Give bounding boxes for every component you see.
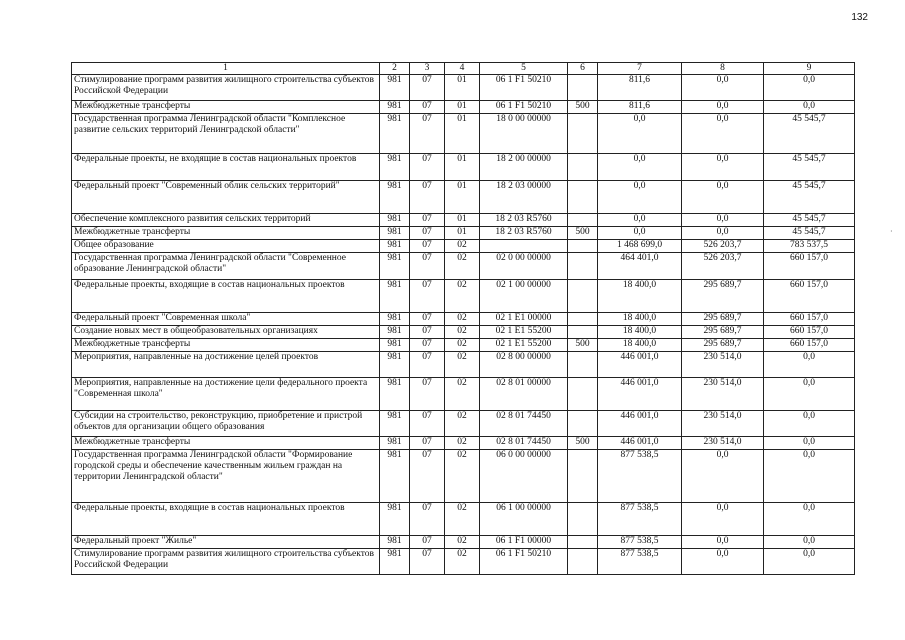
row-name: Государственная программа Ленинградской области "Формирование городской среды и обеспечение качественным жильем граждан на территории Ленинградской области"	[72, 450, 380, 503]
table-row	[72, 280, 855, 313]
row-code-section: 07	[410, 536, 445, 549]
row-amount-3: 45 545,7	[764, 214, 855, 227]
row-code-admin: 981	[380, 240, 410, 253]
row-code-expense-type: 500	[568, 437, 598, 450]
row-name: Создание новых мест в общеобразовательных организациях	[72, 326, 380, 339]
row-code-section: 07	[410, 503, 445, 536]
table-row	[72, 227, 855, 240]
row-code-section: 07	[410, 181, 445, 214]
row-amount-1: 18 400,0	[598, 339, 682, 352]
table-row	[72, 114, 855, 154]
row-code-admin: 981	[380, 227, 410, 240]
row-code-expense-type	[568, 549, 598, 575]
column-header: 6	[568, 63, 598, 75]
row-name: Федеральный проект "Современная школа"	[72, 313, 380, 326]
row-amount-2: 0,0	[682, 114, 764, 154]
row-amount-2: 295 689,7	[682, 339, 764, 352]
row-code-target: 18 2 00 00000	[480, 154, 568, 181]
row-name: Межбюджетные трансферты	[72, 437, 380, 450]
row-code-section: 07	[410, 437, 445, 450]
column-header: 3	[410, 63, 445, 75]
row-code-target: 06 1 F1 50210	[480, 101, 568, 114]
row-code-section: 07	[410, 549, 445, 575]
row-code-section: 07	[410, 339, 445, 352]
row-code-section: 07	[410, 378, 445, 411]
row-amount-3: 0,0	[764, 411, 855, 437]
row-code-subsection: 01	[445, 75, 480, 101]
row-code-target: 02 8 01 74450	[480, 411, 568, 437]
row-code-admin: 981	[380, 378, 410, 411]
row-code-target: 02 8 01 74450	[480, 437, 568, 450]
row-code-expense-type	[568, 240, 598, 253]
row-code-admin: 981	[380, 101, 410, 114]
row-code-section: 07	[410, 280, 445, 313]
row-code-subsection: 02	[445, 378, 480, 411]
row-amount-2: 230 514,0	[682, 437, 764, 450]
row-code-section: 07	[410, 114, 445, 154]
row-code-subsection: 01	[445, 181, 480, 214]
row-code-target: 02 8 00 00000	[480, 352, 568, 378]
row-code-subsection: 02	[445, 339, 480, 352]
row-code-expense-type	[568, 503, 598, 536]
table-row	[72, 154, 855, 181]
row-name: Общее образование	[72, 240, 380, 253]
table-row	[72, 352, 855, 378]
row-name: Межбюджетные трансферты	[72, 339, 380, 352]
row-code-section: 07	[410, 326, 445, 339]
table-row	[72, 253, 855, 280]
row-amount-3: 0,0	[764, 378, 855, 411]
row-amount-2: 0,0	[682, 503, 764, 536]
row-code-expense-type	[568, 313, 598, 326]
row-amount-1: 446 001,0	[598, 411, 682, 437]
column-header: 1	[72, 63, 380, 75]
row-code-subsection: 02	[445, 253, 480, 280]
row-amount-2: 0,0	[682, 181, 764, 214]
row-code-expense-type	[568, 154, 598, 181]
row-amount-3: 0,0	[764, 75, 855, 101]
row-amount-1: 0,0	[598, 214, 682, 227]
row-amount-1: 877 538,5	[598, 536, 682, 549]
column-header: 7	[598, 63, 682, 75]
row-code-expense-type	[568, 411, 598, 437]
row-name: Стимулирование программ развития жилищного строительства субъектов Российской Федерации	[72, 75, 380, 101]
row-code-expense-type	[568, 253, 598, 280]
table-row	[72, 181, 855, 214]
row-code-admin: 981	[380, 181, 410, 214]
row-amount-2: 230 514,0	[682, 378, 764, 411]
column-number-row	[72, 63, 855, 75]
row-code-section: 07	[410, 154, 445, 181]
row-amount-1: 464 401,0	[598, 253, 682, 280]
row-name: Мероприятия, направленные на достижение целей проектов	[72, 352, 380, 378]
row-name: Федеральный проект "Жилье"	[72, 536, 380, 549]
row-code-target: 06 1 F1 50210	[480, 75, 568, 101]
row-code-target: 18 2 03 R5760	[480, 214, 568, 227]
row-amount-3: 45 545,7	[764, 181, 855, 214]
row-amount-3: 0,0	[764, 450, 855, 503]
table-row	[72, 503, 855, 536]
row-code-admin: 981	[380, 313, 410, 326]
row-amount-2: 0,0	[682, 75, 764, 101]
row-amount-2: 0,0	[682, 227, 764, 240]
row-amount-2: 526 203,7	[682, 253, 764, 280]
row-amount-3: 660 157,0	[764, 326, 855, 339]
row-code-expense-type	[568, 214, 598, 227]
column-header: 4	[445, 63, 480, 75]
row-code-subsection: 02	[445, 549, 480, 575]
row-code-target: 18 2 03 R5760	[480, 227, 568, 240]
row-code-expense-type	[568, 536, 598, 549]
row-code-admin: 981	[380, 411, 410, 437]
row-code-subsection: 01	[445, 227, 480, 240]
row-amount-1: 18 400,0	[598, 313, 682, 326]
row-code-subsection: 02	[445, 411, 480, 437]
row-amount-2: 0,0	[682, 450, 764, 503]
row-amount-1: 0,0	[598, 227, 682, 240]
row-name: Обеспечение комплексного развития сельских территорий	[72, 214, 380, 227]
table-row	[72, 339, 855, 352]
row-code-expense-type	[568, 326, 598, 339]
row-amount-2: 0,0	[682, 549, 764, 575]
row-amount-3: 45 545,7	[764, 114, 855, 154]
row-code-subsection: 02	[445, 313, 480, 326]
row-amount-1: 877 538,5	[598, 549, 682, 575]
row-code-subsection: 02	[445, 503, 480, 536]
table-row	[72, 450, 855, 503]
row-amount-3: 660 157,0	[764, 253, 855, 280]
row-code-target	[480, 240, 568, 253]
row-amount-3: 0,0	[764, 549, 855, 575]
row-code-target: 02 8 01 00000	[480, 378, 568, 411]
row-code-section: 07	[410, 411, 445, 437]
row-code-target: 02 1 00 00000	[480, 280, 568, 313]
row-amount-2: 230 514,0	[682, 352, 764, 378]
row-code-admin: 981	[380, 437, 410, 450]
row-amount-2: 0,0	[682, 101, 764, 114]
row-code-expense-type	[568, 181, 598, 214]
row-code-subsection: 02	[445, 352, 480, 378]
row-amount-1: 1 468 699,0	[598, 240, 682, 253]
row-name: Федеральные проекты, входящие в состав национальных проектов	[72, 503, 380, 536]
row-amount-1: 811,6	[598, 75, 682, 101]
row-code-subsection: 02	[445, 536, 480, 549]
row-code-admin: 981	[380, 549, 410, 575]
row-amount-1: 0,0	[598, 154, 682, 181]
row-name: Стимулирование программ развития жилищного строительства субъектов Российской Федерации	[72, 549, 380, 575]
row-code-subsection: 02	[445, 240, 480, 253]
row-amount-1: 877 538,5	[598, 503, 682, 536]
row-code-subsection: 02	[445, 437, 480, 450]
row-amount-2: 0,0	[682, 536, 764, 549]
row-code-section: 07	[410, 214, 445, 227]
row-code-target: 06 1 F1 00000	[480, 536, 568, 549]
table-row	[72, 214, 855, 227]
row-name: Мероприятия, направленные на достижение цели федерального проекта "Современная школа"	[72, 378, 380, 411]
row-name: Федеральные проекты, входящие в состав национальных проектов	[72, 280, 380, 313]
row-amount-1: 877 538,5	[598, 450, 682, 503]
column-header: 8	[682, 63, 764, 75]
table-row	[72, 313, 855, 326]
table-row	[72, 437, 855, 450]
table-row	[72, 378, 855, 411]
row-amount-3: 660 157,0	[764, 339, 855, 352]
row-amount-1: 0,0	[598, 181, 682, 214]
column-header: 5	[480, 63, 568, 75]
row-code-admin: 981	[380, 352, 410, 378]
row-code-subsection: 01	[445, 214, 480, 227]
row-amount-2: 230 514,0	[682, 411, 764, 437]
page-number: 132	[851, 12, 868, 23]
row-amount-1: 18 400,0	[598, 280, 682, 313]
row-code-admin: 981	[380, 114, 410, 154]
row-amount-1: 446 001,0	[598, 437, 682, 450]
row-name: Государственная программа Ленинградской области "Комплексное развитие сельских территорий Ленинградской области"	[72, 114, 380, 154]
row-amount-1: 446 001,0	[598, 352, 682, 378]
row-code-subsection: 02	[445, 326, 480, 339]
table-row	[72, 240, 855, 253]
scan-speck: ·	[890, 227, 893, 236]
row-code-section: 07	[410, 227, 445, 240]
row-amount-3: 660 157,0	[764, 280, 855, 313]
row-code-admin: 981	[380, 214, 410, 227]
row-code-subsection: 02	[445, 450, 480, 503]
row-code-target: 06 1 00 00000	[480, 503, 568, 536]
row-amount-1: 446 001,0	[598, 378, 682, 411]
row-code-target: 02 1 E1 55200	[480, 339, 568, 352]
row-code-target: 18 2 03 00000	[480, 181, 568, 214]
row-amount-3: 45 545,7	[764, 154, 855, 181]
row-code-admin: 981	[380, 253, 410, 280]
row-code-section: 07	[410, 75, 445, 101]
row-code-expense-type	[568, 450, 598, 503]
row-amount-3: 0,0	[764, 503, 855, 536]
row-code-target: 02 1 E1 55200	[480, 326, 568, 339]
row-name: Федеральные проекты, не входящие в состав национальных проектов	[72, 154, 380, 181]
row-code-admin: 981	[380, 75, 410, 101]
row-amount-3: 0,0	[764, 536, 855, 549]
row-amount-1: 811,6	[598, 101, 682, 114]
row-code-expense-type: 500	[568, 339, 598, 352]
row-code-target: 02 1 E1 00000	[480, 313, 568, 326]
row-code-subsection: 02	[445, 280, 480, 313]
row-amount-3: 783 537,5	[764, 240, 855, 253]
row-code-target: 06 0 00 00000	[480, 450, 568, 503]
row-code-admin: 981	[380, 536, 410, 549]
row-amount-2: 526 203,7	[682, 240, 764, 253]
row-amount-3: 0,0	[764, 437, 855, 450]
row-amount-2: 0,0	[682, 214, 764, 227]
row-code-section: 07	[410, 352, 445, 378]
row-code-subsection: 01	[445, 114, 480, 154]
row-amount-1: 18 400,0	[598, 326, 682, 339]
row-code-expense-type	[568, 378, 598, 411]
row-code-expense-type: 500	[568, 101, 598, 114]
row-code-expense-type	[568, 114, 598, 154]
row-name: Межбюджетные трансферты	[72, 101, 380, 114]
row-amount-2: 0,0	[682, 154, 764, 181]
row-code-admin: 981	[380, 450, 410, 503]
table-row	[72, 326, 855, 339]
row-code-target: 06 1 F1 50210	[480, 549, 568, 575]
row-code-section: 07	[410, 253, 445, 280]
table-row	[72, 75, 855, 101]
row-code-section: 07	[410, 240, 445, 253]
column-header: 9	[764, 63, 855, 75]
row-code-target: 18 0 00 00000	[480, 114, 568, 154]
column-header: 2	[380, 63, 410, 75]
row-code-section: 07	[410, 101, 445, 114]
row-code-section: 07	[410, 313, 445, 326]
row-code-admin: 981	[380, 154, 410, 181]
row-code-target: 02 0 00 00000	[480, 253, 568, 280]
row-amount-2: 295 689,7	[682, 280, 764, 313]
row-code-admin: 981	[380, 280, 410, 313]
row-code-admin: 981	[380, 503, 410, 536]
table-row	[72, 549, 855, 575]
row-code-subsection: 01	[445, 154, 480, 181]
row-name: Государственная программа Ленинградской области "Современное образование Ленинградской области"	[72, 253, 380, 280]
budget-table	[71, 62, 855, 575]
row-code-expense-type: 500	[568, 227, 598, 240]
row-amount-3: 0,0	[764, 101, 855, 114]
row-code-admin: 981	[380, 326, 410, 339]
row-name: Межбюджетные трансферты	[72, 227, 380, 240]
row-amount-3: 0,0	[764, 352, 855, 378]
row-name: Субсидии на строительство, реконструкцию, приобретение и пристрой объектов для организации общего образования	[72, 411, 380, 437]
row-amount-3: 45 545,7	[764, 227, 855, 240]
row-amount-2: 295 689,7	[682, 313, 764, 326]
row-code-expense-type	[568, 75, 598, 101]
table-row	[72, 536, 855, 549]
row-amount-2: 295 689,7	[682, 326, 764, 339]
row-code-expense-type	[568, 352, 598, 378]
row-code-section: 07	[410, 450, 445, 503]
table-row	[72, 101, 855, 114]
row-code-subsection: 01	[445, 101, 480, 114]
row-code-admin: 981	[380, 339, 410, 352]
table-row	[72, 411, 855, 437]
row-code-expense-type	[568, 280, 598, 313]
row-amount-3: 660 157,0	[764, 313, 855, 326]
row-name: Федеральный проект "Современный облик сельских территорий"	[72, 181, 380, 214]
row-amount-1: 0,0	[598, 114, 682, 154]
